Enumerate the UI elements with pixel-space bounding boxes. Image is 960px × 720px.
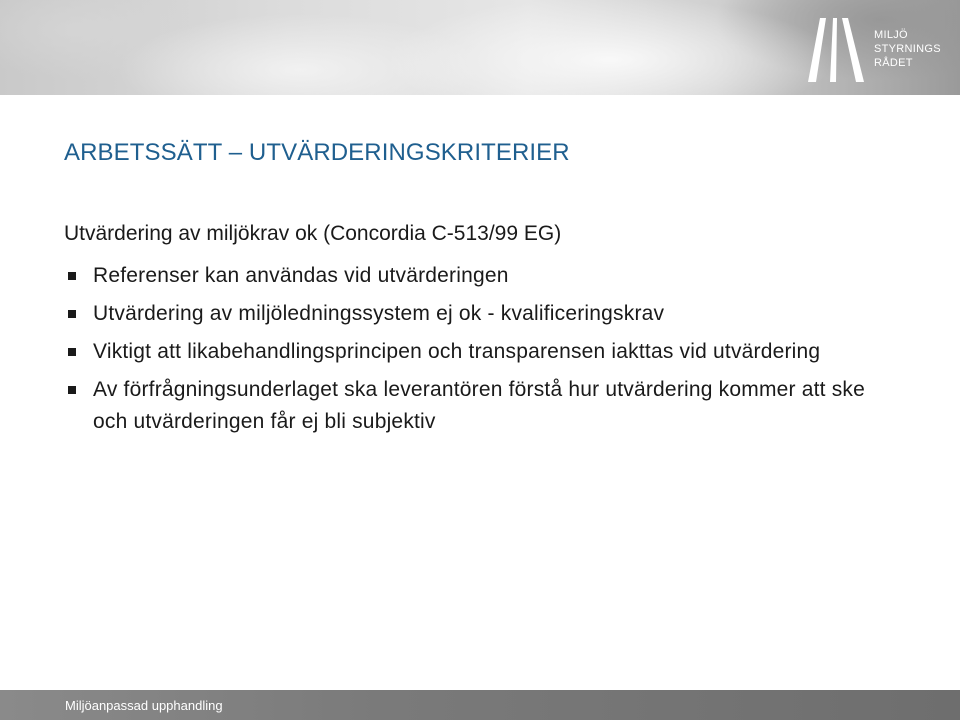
footer-text: Miljöanpassad upphandling (65, 698, 223, 713)
bullet-list (64, 260, 894, 438)
slide-content (64, 218, 894, 444)
logo-line-1: MILJÖ (874, 29, 908, 41)
bullet-item (64, 260, 894, 292)
square-bullet-icon (68, 272, 76, 280)
logo-line-3: RÅDET (874, 57, 913, 69)
logo-text (874, 28, 941, 70)
header-band (0, 0, 960, 95)
miljostyrningsradet-logo-icon (806, 14, 866, 82)
square-bullet-icon (68, 386, 76, 394)
bullet-item (64, 374, 894, 438)
slide-title: ARBETSSÄTT – UTVÄRDERINGSKRITERIER (64, 139, 570, 166)
bullet-text: Referenser kan användas vid utvärderingen (93, 264, 509, 287)
bullet-text: Av förfrågningsunderlaget ska leverantören förstå hur utvärdering kommer att ske och utvärderingen får ej bli subjektiv (93, 378, 865, 433)
bullet-text: Utvärdering av miljöledningssystem ej ok - kvalificeringskrav (93, 302, 665, 325)
bullet-item (64, 298, 894, 330)
bullet-text: Viktigt att likabehandlingsprincipen och transparensen iakttas vid utvärdering (93, 340, 821, 363)
logo (800, 12, 950, 84)
lead-text: Utvärdering av miljökrav ok (Concordia C-513/99 EG) (64, 222, 562, 245)
square-bullet-icon (68, 310, 76, 318)
bullet-item (64, 336, 894, 368)
square-bullet-icon (68, 348, 76, 356)
footer-band (0, 690, 960, 720)
logo-line-2: STYRNINGS (874, 43, 941, 55)
